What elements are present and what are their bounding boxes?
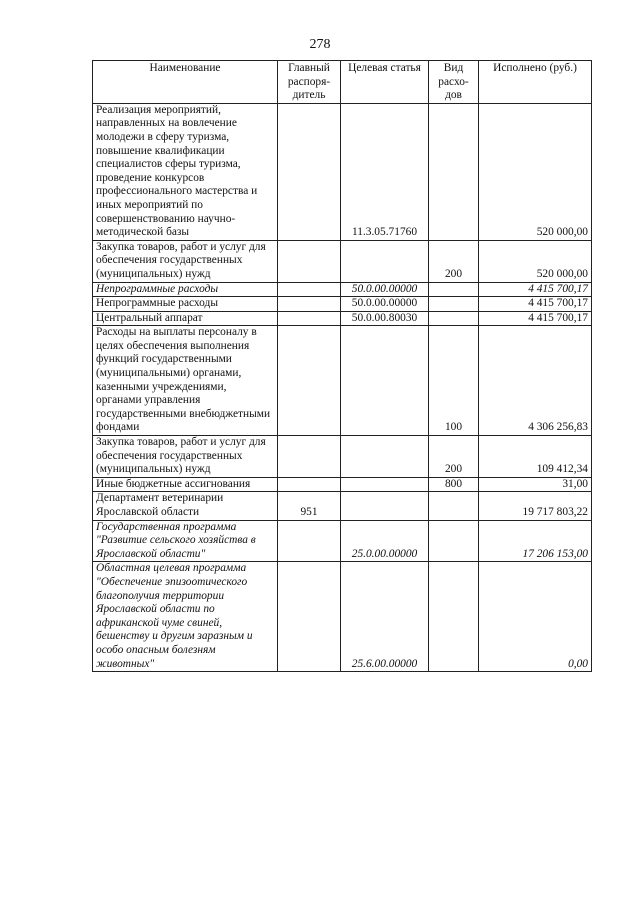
budget-table	[92, 60, 592, 672]
row-target: 25.6.00.00000	[341, 562, 429, 672]
table-row	[93, 436, 592, 478]
row-done: 4 415 700,17	[479, 311, 592, 326]
row-done: 520 000,00	[479, 240, 592, 282]
row-name: Непрограммные расходы	[93, 297, 278, 312]
row-target: 25.0.00.00000	[341, 520, 429, 562]
row-target: 50.0.00.00000	[341, 282, 429, 297]
table-row	[93, 326, 592, 436]
row-admin	[278, 240, 341, 282]
row-name: Центральный аппарат	[93, 311, 278, 326]
row-admin	[278, 311, 341, 326]
row-done: 109 412,34	[479, 436, 592, 478]
table-row	[93, 103, 592, 240]
table-header-row	[93, 61, 592, 104]
row-name: Расходы на выплаты персоналу в целях обеспечения выполнения функций государственными (муниципальными) органами, казенными учреждениями, органами управления государственными внебюджетными фондами	[93, 326, 278, 436]
row-admin	[278, 562, 341, 672]
row-type	[429, 562, 479, 672]
row-admin: 951	[278, 492, 341, 520]
table-row	[93, 520, 592, 562]
page-number: 278	[309, 37, 331, 52]
table-row	[93, 240, 592, 282]
table-row	[93, 562, 592, 672]
row-target: 50.0.00.00000	[341, 297, 429, 312]
header-type: Вид расхо-дов	[429, 61, 479, 104]
row-name: Иные бюджетные ассигнования	[93, 477, 278, 492]
row-target	[341, 240, 429, 282]
row-type	[429, 492, 479, 520]
row-admin	[278, 477, 341, 492]
row-type	[429, 282, 479, 297]
row-name: Непрограммные расходы	[93, 282, 278, 297]
row-name: Закупка товаров, работ и услуг для обеспечения государственных (муниципальных) нужд	[93, 240, 278, 282]
row-target	[341, 436, 429, 478]
row-name: Областная целевая программа "Обеспечение эпизоотического благополучия территории Ярославской области по африканской чуме свиней, бешенству и другим заразным и особо опасным болезням животных"	[93, 562, 278, 672]
row-target: 50.0.00.80030	[341, 311, 429, 326]
row-admin	[278, 103, 341, 240]
row-type: 100	[429, 326, 479, 436]
row-name: Государственная программа "Развитие сельского хозяйства в Ярославской области"	[93, 520, 278, 562]
row-admin	[278, 326, 341, 436]
row-type	[429, 311, 479, 326]
row-done: 4 415 700,17	[479, 282, 592, 297]
row-done: 19 717 803,22	[479, 492, 592, 520]
table-row	[93, 282, 592, 297]
row-target	[341, 477, 429, 492]
row-type	[429, 103, 479, 240]
header-admin: Главный распоря-дитель	[278, 61, 341, 104]
row-done: 520 000,00	[479, 103, 592, 240]
row-type: 200	[429, 240, 479, 282]
row-done: 17 206 153,00	[479, 520, 592, 562]
table-row	[93, 311, 592, 326]
row-target	[341, 326, 429, 436]
table-row	[93, 492, 592, 520]
row-done: 0,00	[479, 562, 592, 672]
row-type	[429, 520, 479, 562]
row-done: 4 306 256,83	[479, 326, 592, 436]
row-admin	[278, 282, 341, 297]
row-name: Закупка товаров, работ и услуг для обеспечения государственных (муниципальных) нужд	[93, 436, 278, 478]
row-done: 4 415 700,17	[479, 297, 592, 312]
row-target	[341, 492, 429, 520]
row-target: 11.3.05.71760	[341, 103, 429, 240]
row-type: 800	[429, 477, 479, 492]
row-admin	[278, 436, 341, 478]
table-row	[93, 477, 592, 492]
row-done: 31,00	[479, 477, 592, 492]
row-name: Департамент ветеринарии Ярославской области	[93, 492, 278, 520]
row-name: Реализация мероприятий, направленных на вовлечение молодежи в сферу туризма, повышение квалификации специалистов сферы туризма, проведение конкурсов профессионального мастерства и иных мероприятий по совершенствованию научно-методической базы	[93, 103, 278, 240]
header-target: Целевая статья	[341, 61, 429, 104]
row-admin	[278, 297, 341, 312]
table-row	[93, 297, 592, 312]
row-admin	[278, 520, 341, 562]
row-type	[429, 297, 479, 312]
header-name: Наименование	[93, 61, 278, 104]
row-type: 200	[429, 436, 479, 478]
header-done: Исполнено (руб.)	[479, 61, 592, 104]
